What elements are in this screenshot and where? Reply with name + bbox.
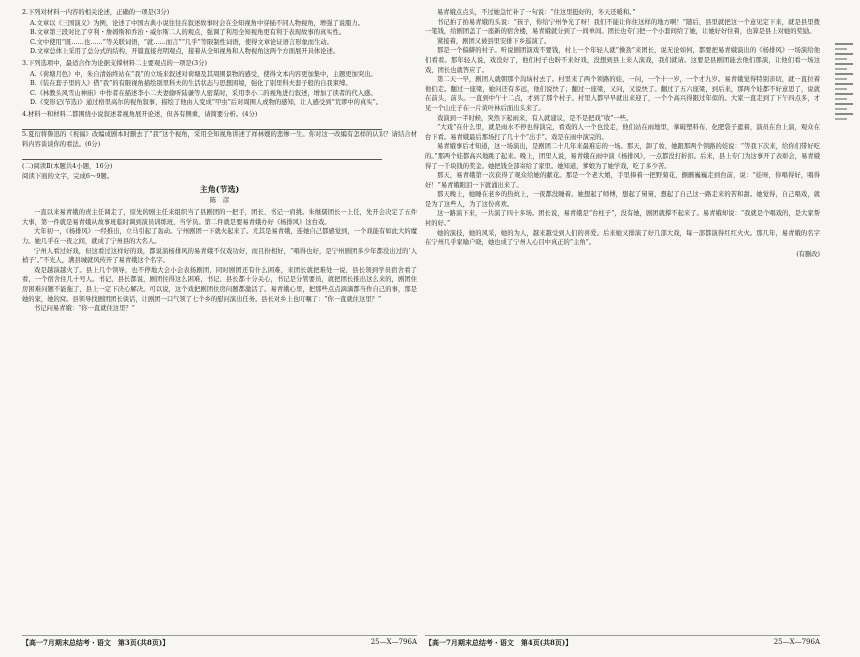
passage-author: 陈 彦 bbox=[209, 195, 230, 204]
passage-paragraph: 书记拍了拍易青娥的头说：“孩子，你给宁州争光了呀！我们不能让你住这样的地方啊！”随后，县里就把这一个意见定下来，就是县里拨一笔钱，给剧团盖了一座新的宿舍楼，易青娥就分到了一间单间。团长也专门把一个小套间给了她，让她好好住着，也算是县上对她的奖励。 bbox=[425, 18, 820, 36]
passage-paragraph: 她的演技，她的风采，她的为人，越来越受到人们的喜爱。后来她又排演了好几部大戏，每一部都演得红红火火。那几年，易青娥的名字在宁州几乎家喻户晓，她也成了宁州人心目中真正的“主角”。 bbox=[425, 229, 820, 247]
passage-title: 主角(节选) bbox=[199, 184, 240, 195]
passage-paragraph: 易青娥点点头，不过她急忙补了一句说：“住这里挺好的，冬天还暖和。” bbox=[437, 9, 636, 16]
passage-paragraph: 那天晚上，她睡在老乡的热炕上，一夜都没睡着。她想起了师傅，想起了舅舅，想起了自己这一路走来的苦和甜。她觉得，自己唱戏，就是为了这些人，为了这份喜欢。 bbox=[425, 191, 820, 208]
page-footer bbox=[425, 635, 820, 648]
source-note: (有删改) bbox=[796, 250, 820, 258]
page-footer bbox=[22, 635, 417, 648]
footer-text: 【高一7月期末总结考・语文 第4页(共8页)】 bbox=[425, 638, 573, 648]
question-3-option-d: D.《变形记(节选)》通过格里高尔的视角叙事，描绘了他由人变成“甲虫”后对周围人或物的感知，让人感受到“荒谬中的真实”。 bbox=[30, 99, 383, 107]
passage-paragraph: 一直以来易青娥的责主任调走了，原先的剧主任来组织当了县剧团的一把手，团长、书记一肩挑。朱继儒团长一上任，先开会决定了五件大事，第一件就是易青娥从故事班临时调到演员训练班，当学员。第二件就是要易青娥办好《杨排风》这台戏。 bbox=[22, 209, 417, 226]
passage-paragraph: 易青娥事后才知道，这一场演出，是剧团二十几年来最难忘的一场。那天，卸了妆，她跟那两个领路的娃说：“等我下次来，给你们带好吃的。”那两个娃都高兴地跳了起来。晚上，团里人说，易青娥在雨中演《杨排风》，一点都没打折扣。后来，县上专门为这事开了表彰会，易青娥得了一千块钱的奖金。她把钱全部寄给了家里。她知道，爹娘为了她学戏，吃了多少苦。 bbox=[425, 143, 820, 170]
question-2-stem: 2.下列对材料一内容的相关论述，正确的一项是(3分) bbox=[22, 9, 170, 16]
footer-code: 25—X—796A bbox=[773, 638, 820, 647]
question-2-option-b: B.文章第三段对比了亨利・詹姆斯和乔治・威尔斯二人的观点，强调了利用全知视角更有利于表现故事的真实性。 bbox=[30, 29, 346, 37]
question-3-stem: 3.下列选项中，最适合作为论据支撑材料二主要观点的一项是(3分) bbox=[22, 59, 207, 67]
passage-paragraph: 第二天一早，剧团人就朝那个沟垴村去了。村里来了两个领路的娃，一问，一个十一岁，一个才九岁。易青娥觉得特别亲切，就一直拉着他们走。翻过一座梁，她问还有多远，他们说快了；翻过一座梁，又问，又说快了。翻过了五六座梁，到后来，那两个娃都不好意思了，说就在前头，前头。一直到中午十二点，才到了那个村子。村里人都早早就出来迎了，一个个高兴得跟过年似的。大家一直走到了下午四点多，才见一个山庄子在一片黄叶林后面出头来了。 bbox=[425, 76, 820, 112]
answer-line bbox=[22, 150, 417, 160]
question-3-option-a: A.《荷塘月色》中，朱自清始终站在“我”的立场来叙述对荷塘及其周围景物的感受，使得文本内容更加集中，主题更加突出。 bbox=[30, 70, 377, 78]
passage-paragraph: “大戏”在什么里，就是雨水不停也得演完，看戏的人一个也没走，他们站在雨地里，拿破塑料布、化肥袋子遮着，演员在台上演，观众在台下看。易青娥最后那场打了几十个“出手”。戏是在雨中演完的。 bbox=[425, 124, 820, 141]
passage-paragraph: 那天，易青娥第一次获得了观众给她的献花。那是一个老大娘，手里捧着一把野菊花，颤颤巍巍走到台前，说：“娃呀，你唱得好，唱得好！”易青娥眼泪一下就涌出来了。 bbox=[425, 172, 820, 189]
binding-margin-marks bbox=[835, 40, 857, 190]
question-4: 4.材料一和材料二都围绕小说叙述者视角展开论述，但各有侧重，请简要分析。(4分) bbox=[22, 110, 258, 118]
left-page bbox=[22, 8, 417, 648]
section-instruction: 阅读下面的文字，完成6～9题。 bbox=[22, 171, 114, 180]
question-2-option-c: C.文中使用“既……也……”等关联词语，“就……而言”“几乎”等限制性词语，使得文章论证语言形象而生动。 bbox=[30, 38, 333, 46]
question-3-option-b: B.《装在套子里的人》借“我”的有限视角描绘别里科夫的生活状态与思想困境，强化了别里科夫套子般的自我束缚。 bbox=[30, 80, 352, 88]
footer-code: 25—X—796A bbox=[370, 638, 417, 647]
question-3-option-c: C.《林教头风雪山神庙》中作者在描述李小二夫妻偷听陆谦等人密谋时，采用李小二的视角进行叙述，增加了读者的代入感。 bbox=[30, 89, 377, 97]
section-heading: (二)阅读Ⅱ(本题共4小题，16分) bbox=[22, 161, 113, 170]
passage-paragraph: 大年初一，《杨排风》一经推出，立马引起了轰动。宁州剧团一下就火起来了。尤其是易青娥，连她自己都感觉到，一个戏能有如此大的魔力。她几乎在一夜之间，就成了宁州县的大名人。 bbox=[22, 228, 417, 246]
passage-paragraph: 戏是越演越火了。县上几个领导，也不停地大会小会表扬剧团，同时剧团还有什么困难，来团长就把难处一说，县长领到学员宿舍看了看，一个宿舍住几十号人。书记，县长都说，剧团住得这么困难，书记、县长都十分关心，书记是分管要员，就把团长推出这么来的，剧团住房困难问题不能拖了，县上一定下决心解决。可以说，这个戏把剧团住房问题都激活了。易青娥心里，把那些点点滴滴都当作自己的事，那是她的家，她的窝。县领导找剧团团长谈话，让剧团一口气领了七个乡的慰问演出任务。县长对乡上也叮嘱了：“你一直就住这里？” bbox=[22, 266, 417, 303]
passage-paragraph: 这一路演下来，一共演了四十多场。团长说，易青娥是“台柱子”，没有她，剧团就撑不起来了。易青娥却说：“我就是个唱戏的，是大家帮衬的好。” bbox=[425, 210, 820, 228]
passage-paragraph: 戏演到一半时候，突然下起雨来，有人就建议，是不是把戏“收”一些。 bbox=[437, 114, 633, 122]
question-2-option-a: A.文章以《三国演义》为例，论述了中国古典小说往往在叙述故事时会在全知视角中穿插不同人物视角，增强了说服力。 bbox=[30, 19, 364, 27]
passage-paragraph: 书记问易青娥：“你一直就住这里？” bbox=[34, 305, 135, 313]
footer-text: 【高一7月期末总结考・语文 第3页(共8页)】 bbox=[22, 638, 170, 648]
right-page bbox=[425, 8, 820, 648]
passage-paragraph: 紧接着，剧团又被县里安排下乡巡演了。 bbox=[437, 37, 551, 45]
answer-line bbox=[22, 121, 417, 131]
passage-paragraph: 宁州人看过好戏，但这看过这样好的戏，都说演杨排风的易青娥不仅戏功好，而且扮相好，“唱得也好，是宁州剧团多少年都没出过的‘人梢子’。”不光人，满县城就风传开了易青娥这个名字。 bbox=[22, 247, 417, 265]
question-2-option-d: D.文章总体上采用了总分式的结构，开篇直接亮明观点，接着从全知视角和人物视角这两个方面展开具体论述。 bbox=[30, 48, 340, 56]
passage-paragraph: 那是一个偏僻的村子。听说剧团演戏不要钱，村上一个年轻人就“操劲”来团长，说无论如何，都要把易青娥演出的《杨排风》一场演给他们看看。那年轻人说，戏没好了，他们村子也盼不来好戏，没想到县上来人演戏，我们就请。这要是县剧团能去他们那演，让他们看一场这戏，团长也就答应了。 bbox=[425, 47, 820, 74]
question-5: 5.夏衍将鲁迅的《祝福》改编成剧本时删去了“我”这个视角，采用全知视角讲述了祥林嫂的悲惨一生。你对这一改编有怎样的认识？请结合材料内容谈谈你的看法。(6分) bbox=[22, 131, 417, 148]
